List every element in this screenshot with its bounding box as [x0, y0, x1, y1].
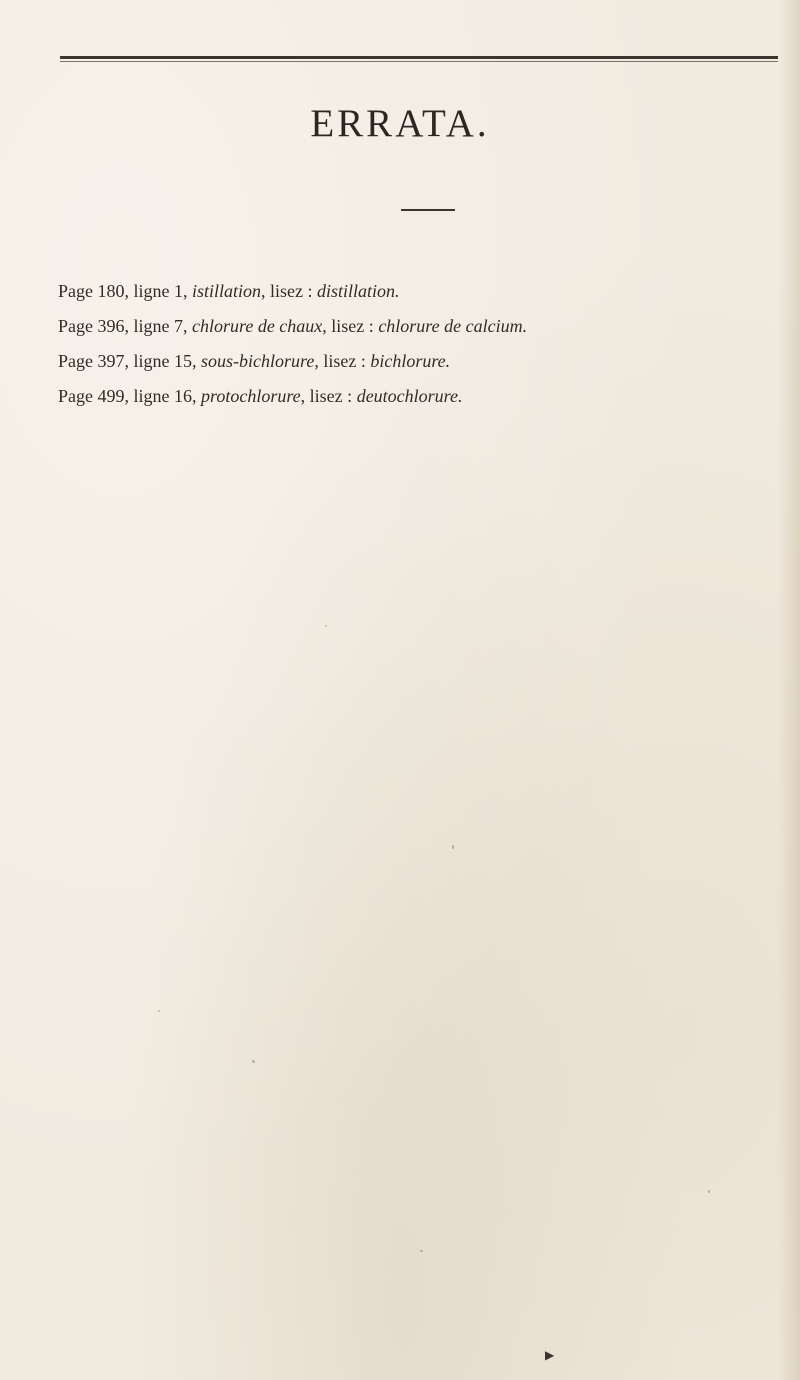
paper-speck [452, 845, 454, 849]
paper-speck [420, 1250, 423, 1252]
line-label: ligne [133, 316, 170, 336]
errata-entry: Page 397, ligne 15, sous-bichlorure, lisez : bichlorure. [58, 351, 451, 371]
paper-speck [158, 1010, 160, 1012]
correction-text: distillation. [317, 281, 400, 301]
page-title: ERRATA. [310, 102, 490, 145]
line-number: 16 [174, 386, 192, 406]
read-label: lisez [323, 351, 357, 371]
read-label: lisez [309, 386, 343, 406]
errata-entry: Page 180, ligne 1, istillation, lisez : distillation. [58, 281, 400, 301]
page-label: Page [58, 351, 93, 371]
errata-entry: Page 499, ligne 16, protochlorure, lisez : deutochlorure. [58, 386, 463, 406]
page-number: 397 [97, 351, 125, 371]
page-number: 499 [97, 386, 125, 406]
pointer-mark-icon: ▶ [545, 1348, 555, 1362]
line-label: ligne [133, 281, 170, 301]
errata-entry: Page 396, ligne 7, chlorure de chaux, lisez : chlorure de calcium. [58, 316, 528, 336]
page-number: 180 [97, 281, 125, 301]
line-number: 1 [174, 281, 183, 301]
paper-speck [325, 625, 327, 627]
errata-list [58, 276, 778, 416]
read-label: lisez [270, 281, 304, 301]
paper-speck [708, 1190, 710, 1193]
line-number: 7 [174, 316, 183, 336]
page-edge-shadow [778, 0, 800, 1380]
line-label: ligne [133, 351, 170, 371]
error-text: chlorure de chaux [192, 316, 323, 336]
page-label: Page [58, 316, 93, 336]
page-label: Page [58, 386, 93, 406]
correction-text: chlorure de calcium. [378, 316, 528, 336]
error-text: protochlorure [201, 386, 301, 406]
top-rule [60, 56, 778, 59]
title-divider [401, 209, 455, 211]
line-label: ligne [133, 386, 170, 406]
page-number: 396 [97, 316, 125, 336]
paper-speck [252, 1060, 255, 1063]
line-number: 15 [174, 351, 192, 371]
correction-text: bichlorure. [370, 351, 451, 371]
top-rule-thin [60, 61, 778, 62]
read-label: lisez [331, 316, 365, 336]
correction-text: deutochlorure. [356, 386, 463, 406]
error-text: istillation [192, 281, 262, 301]
error-text: sous-bichlorure [201, 351, 315, 371]
page-label: Page [58, 281, 93, 301]
